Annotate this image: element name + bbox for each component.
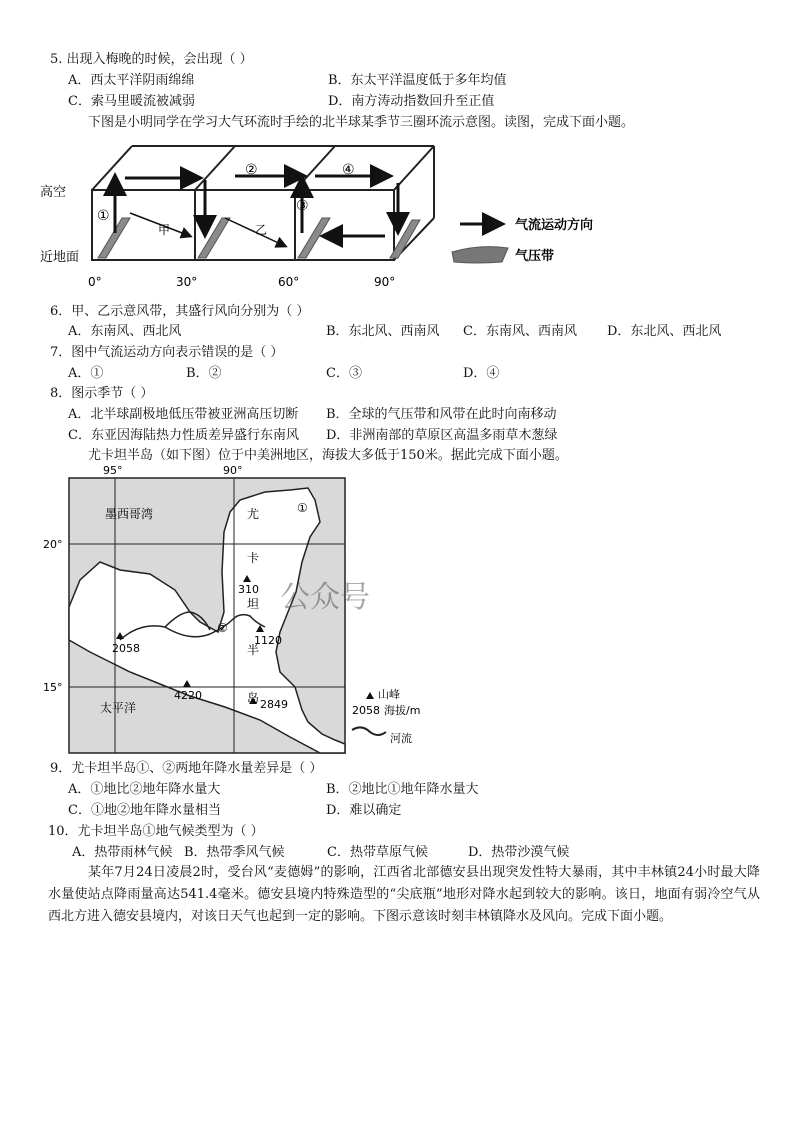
gulf-of-mexico-label: 墨西哥湾 xyxy=(105,507,154,521)
peninsula-char-2: 卡 xyxy=(247,551,260,565)
q8-stem: 8．图示季节（ ） xyxy=(50,386,154,401)
legend-pressure-belt-label: 气压带 xyxy=(515,249,555,264)
q8-option-d: D．非洲南部的草原区高温多雨草木葱绿 xyxy=(326,428,558,443)
q10-option-c: C．热带草原气候 xyxy=(327,845,428,860)
q10-option-d: D．热带沙漠气候 xyxy=(468,845,570,860)
lat-30-label: 30° xyxy=(176,275,198,288)
q8-option-a: A．北半球副极地低压带被亚洲高压切断 xyxy=(68,407,299,422)
q7-option-a: A．① xyxy=(68,366,104,381)
q9-option-d: D．难以确定 xyxy=(326,803,402,818)
q7-option-b: B．② xyxy=(186,366,222,381)
q10-option-b: B．热带季风气候 xyxy=(184,845,285,860)
peninsula-char-3: 坦 xyxy=(247,597,260,611)
passage-dean-rainstorm: 某年7月24日凌晨2时，受台风“麦德姆”的影响，江西省北部德安县出现突发性特大暴雨，其中丰林镇24小时最大降水量使站点降雨量高达541.4毫米。德安县境内特殊造型的“尖底瓶”地形对降水起到较大的影响。该日，地面有弱冷空气从西北方进入德安县境内，对该日天气也起到一定的影响。下图示意该时刻丰林镇降水及风向。完成下面小题。 xyxy=(48,865,760,924)
legend-river-label: 河流 xyxy=(390,732,412,745)
q10-stem: 10．尤卡坦半岛①地气候类型为（ ） xyxy=(48,824,264,839)
q7-stem: 7．图中气流运动方向表示错误的是（ ） xyxy=(50,345,284,360)
peninsula-char-5: 岛 xyxy=(247,691,260,705)
site-2-marker: ② xyxy=(217,621,228,635)
q7-option-d: D．④ xyxy=(463,366,500,381)
q5-stem: 5. 出现入梅晚的时候，会出现（ ） xyxy=(50,52,253,67)
lat-15-label: 15° xyxy=(43,681,63,694)
peak-2058-label: 2058 xyxy=(112,642,140,655)
q8-option-b: B．全球的气压带和风带在此时向南移动 xyxy=(326,407,557,422)
q6-option-c: C．东南风、西南风 xyxy=(463,324,577,339)
lat-60-label: 60° xyxy=(278,275,300,288)
q5-option-c: C．索马里暖流被减弱 xyxy=(68,94,195,109)
peninsula-char-1: 尤 xyxy=(247,507,260,521)
legend-elevation-label: 海拔/m xyxy=(384,704,421,717)
label-high-altitude: 高空 xyxy=(40,185,67,200)
intro-yucatan: 尤卡坦半岛（如下图）位于中美洲地区，海拔大多低于150米。据此完成下面小题。 xyxy=(88,448,568,463)
label-jia: 甲 xyxy=(158,223,171,237)
marker-4: ④ xyxy=(342,162,355,178)
q10-option-a: A．热带雨林气候 xyxy=(72,845,173,860)
yucatan-map xyxy=(40,462,460,757)
q6-stem: 6．甲、乙示意风带，其盛行风向分别为（ ） xyxy=(50,304,310,319)
label-near-ground: 近地面 xyxy=(40,250,80,265)
watermark: 公众号 xyxy=(280,580,370,615)
lon-90-label: 90° xyxy=(223,464,243,477)
q6-option-d: D．东北风、西北风 xyxy=(607,324,722,339)
q9-option-c: C．①地②地年降水量相当 xyxy=(68,803,221,818)
legend-elevation-value: 2058 xyxy=(352,704,380,717)
marker-3: ③ xyxy=(296,198,309,214)
site-1-marker: ① xyxy=(297,501,308,515)
lat-90-label: 90° xyxy=(374,275,396,288)
q6-option-a: A．东南风、西北风 xyxy=(68,324,182,339)
q5-option-a: A．西太平洋阴雨绵绵 xyxy=(68,73,195,88)
peak-4220-label: 4220 xyxy=(174,689,202,702)
legend-peak-label: 山峰 xyxy=(378,688,400,701)
peninsula-char-4: 半 xyxy=(247,643,260,657)
q9-option-b: B．②地比①地年降水量大 xyxy=(326,782,479,797)
q9-stem: 9．尤卡坦半岛①、②两地年降水量差异是（ ） xyxy=(50,761,323,776)
q7-option-c: C．③ xyxy=(326,366,362,381)
peak-1120-label: 1120 xyxy=(254,634,282,647)
q5-option-d: D．南方涛动指数回升至正值 xyxy=(328,94,495,109)
legend-airflow-label: 气流运动方向 xyxy=(515,218,594,233)
marker-2: ② xyxy=(245,162,258,178)
peak-310-label: 310 xyxy=(238,583,259,596)
q9-option-a: A．①地比②地年降水量大 xyxy=(68,782,221,797)
lat-20-label: 20° xyxy=(43,538,63,551)
pacific-ocean-label: 太平洋 xyxy=(100,701,137,715)
lat-0-label: 0° xyxy=(88,275,102,288)
circulation-diagram xyxy=(40,138,640,288)
q6-option-b: B．东北风、西南风 xyxy=(326,324,440,339)
peak-2849-label: 2849 xyxy=(260,698,288,711)
intro-circulation: 下图是小明同学在学习大气环流时手绘的北半球某季节三圈环流示意图。读图，完成下面小题。 xyxy=(88,115,635,130)
marker-1: ① xyxy=(97,208,110,224)
q8-option-c: C．东亚因海陆热力性质差异盛行东南风 xyxy=(68,428,299,443)
q5-option-b: B．东太平洋温度低于多年均值 xyxy=(328,73,507,88)
label-yi: 乙 xyxy=(255,223,268,237)
lon-95-label: 95° xyxy=(103,464,123,477)
